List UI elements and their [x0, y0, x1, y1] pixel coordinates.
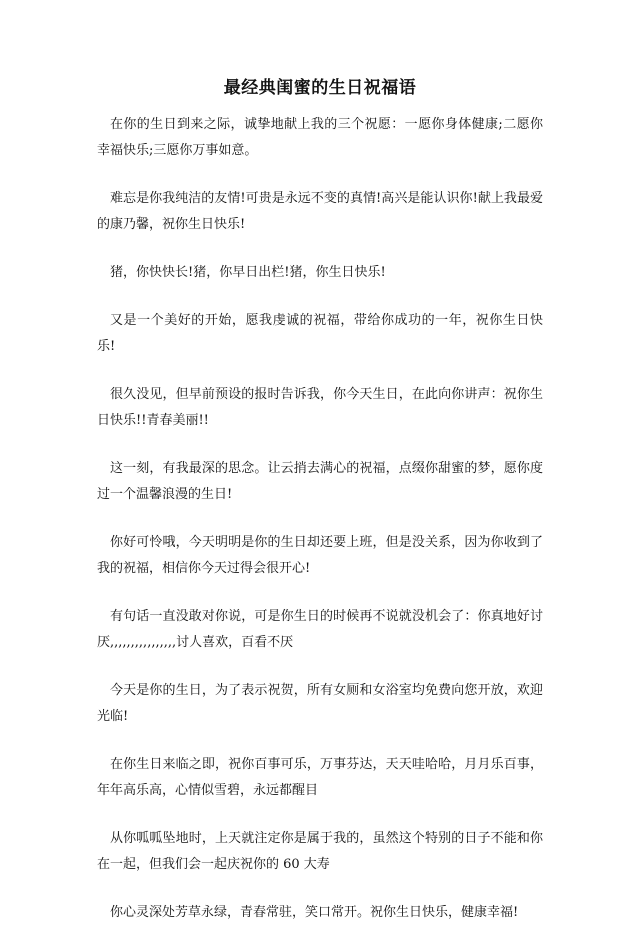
paragraph: 你心灵深处芳草永绿，青春常驻，笑口常开。祝你生日快乐，健康幸福!	[110, 905, 519, 920]
paragraph: 从你呱呱坠地时，上天就注定你是属于我的，虽然这个特别的日子不能和你在一起，但我们会一起庆祝你的 60 大寿	[97, 831, 543, 872]
paragraph: 今天是你的生日，为了表示祝贺，所有女厕和女浴室均免费向您开放，欢迎光临!	[97, 683, 543, 724]
paragraph: 猪，你快快长!猪，你早日出栏!猪，你生日快乐!	[110, 265, 386, 280]
paragraph: 很久没见，但早前预设的报时告诉我，你今天生日，在此向你讲声：祝你生日快乐!!青春美丽!!	[97, 387, 543, 428]
paragraph: 有句话一直没敢对你说，可是你生日的时候再不说就没机会了：你真地好讨厌,,,,,,,,,,,,,,,,讨人喜欢，百看不厌	[97, 609, 543, 650]
paragraph: 难忘是你我纯洁的友情!可贵是永远不变的真情!高兴是能认识你!献上我最爱的康乃馨，祝你生日快乐!	[97, 191, 543, 232]
paragraph: 这一刻，有我最深的思念。让云捎去满心的祝福，点缀你甜蜜的梦，愿你度过一个温馨浪漫的生日!	[97, 461, 543, 502]
paragraph: 在你的生日到来之际，诚挚地献上我的三个祝愿：一愿你身体健康;二愿你幸福快乐;三愿你万事如意。	[97, 117, 543, 158]
paragraph: 又是一个美好的开始，愿我虔诚的祝福，带给你成功的一年，祝你生日快乐!	[97, 313, 543, 354]
document-title: 最经典闺蜜的生日祝福语	[223, 78, 417, 98]
paragraph: 你好可怜哦，今天明明是你的生日却还要上班，但是没关系，因为你收到了我的祝福，相信你今天过得会很开心!	[97, 535, 543, 576]
paragraph: 在你生日来临之即，祝你百事可乐，万事芬达，天天哇哈哈，月月乐百事，年年高乐高，心情似雪碧，永远都醒目	[97, 757, 543, 798]
